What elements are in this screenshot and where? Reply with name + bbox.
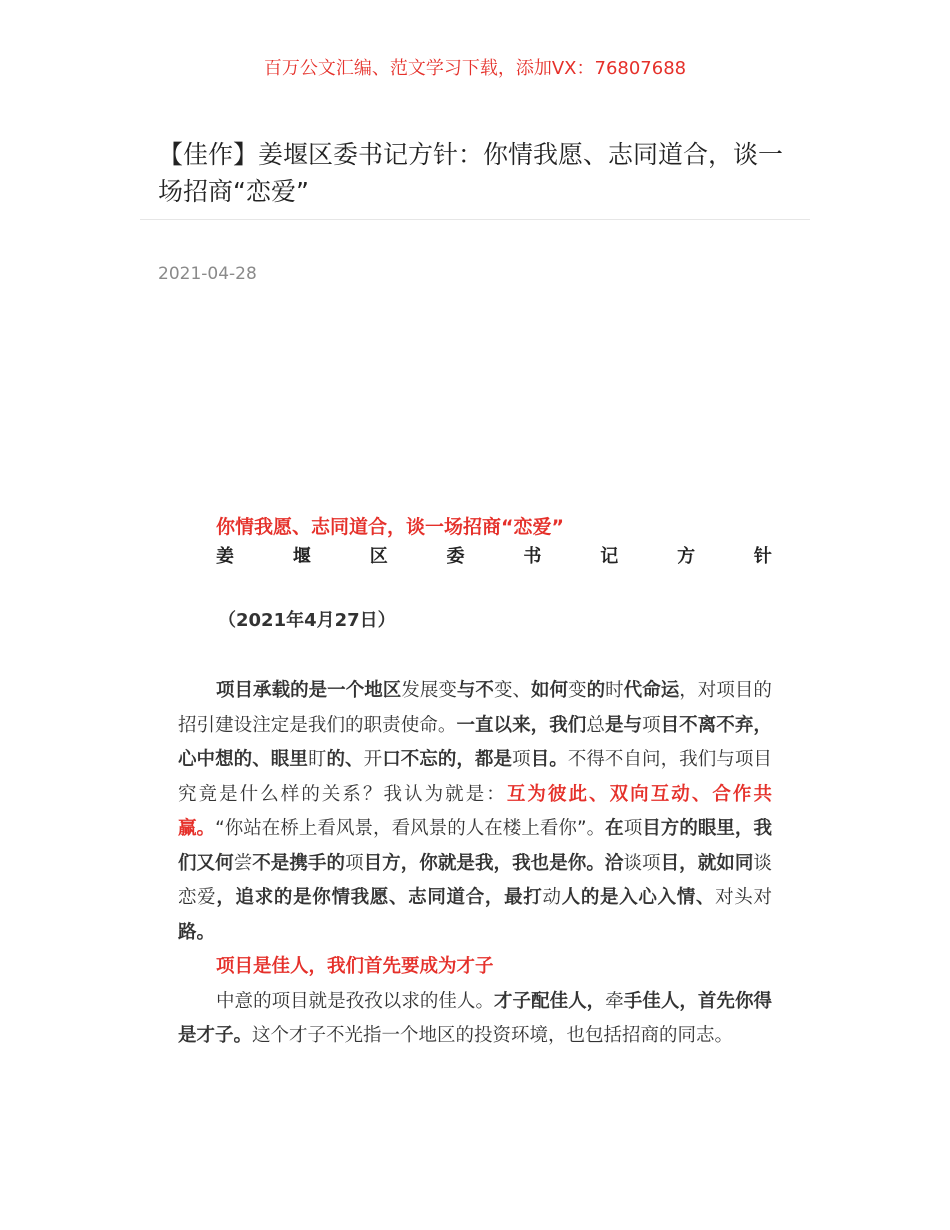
text-run: 谈恋爱 [178, 852, 772, 908]
text-run: 目。 [530, 749, 568, 770]
byline-char: 记 [600, 546, 619, 567]
text-run: 时 [605, 680, 624, 701]
text-run: 中意的项目就是孜孜以求的佳人。 [216, 990, 494, 1012]
text-run: 谈项 [623, 852, 661, 874]
text-run: 不是携手的 [252, 852, 346, 874]
page-title: 【佳作】姜堰区委书记方针：你情我愿、志同道合，谈一场招商“恋爱” [158, 140, 784, 206]
text-run: 的 [586, 680, 606, 701]
article-byline [178, 542, 772, 572]
text-run: 变、 [493, 680, 532, 701]
text-run: 牵 [605, 990, 624, 1012]
text-run: 目不离不弃，心中想的、眼里 [178, 714, 772, 770]
text-run: 口不忘的，都是 [382, 749, 513, 770]
publish-date: 2021-04-28 [158, 264, 257, 284]
text-run: 动 [542, 887, 562, 908]
text-run: 项 [642, 714, 661, 736]
text-run: 对头对 [715, 887, 772, 908]
text-run: 项 [345, 852, 364, 874]
paragraph-2 [178, 985, 772, 1054]
text-run: 项 [512, 749, 531, 770]
byline-char: 堰 [292, 546, 311, 567]
title-divider [140, 219, 810, 220]
text-run: 盯 [307, 749, 327, 770]
byline-char: 针 [753, 546, 772, 567]
text-run: 发展变 [401, 680, 457, 701]
speech-date: （2021年4月27日） [218, 610, 396, 631]
text-run: “你站在桥上看风景，看风景的人在楼上看你”。 [215, 818, 606, 839]
text-run: 人的是入心入情、 [561, 887, 716, 908]
text-run: 是与 [604, 714, 643, 736]
text-run: 不得不自问，我们与项目究竟是什么样的关系？我认为就是： [178, 749, 772, 805]
text-run: 项 [623, 818, 643, 839]
text-run: 目方的眼里，我们又何 [178, 818, 772, 874]
text-run: 与不 [456, 680, 494, 701]
text-run: 代命运 [623, 680, 680, 701]
byline-char: 方 [677, 546, 696, 567]
text-run: 尝 [233, 852, 253, 874]
text-run: 变 [568, 680, 587, 701]
text-run: 一直以来，我们 [456, 714, 587, 736]
text-run: 手佳人，首先你得是才子。 [178, 990, 772, 1046]
section-subheading: 项目是佳人，我们首先要成为才子 [216, 956, 494, 977]
text-run: 在 [605, 818, 624, 839]
text-run: 目方，你就是我，我也是你。洽 [363, 852, 624, 874]
text-run: ，对项目的招引建设注定是我们的职责使命。 [178, 680, 772, 736]
byline-char: 书 [523, 546, 542, 567]
text-run: 互为彼此、双向互动、合作共赢。 [178, 783, 772, 839]
text-run: 项目承载的是一个地区 [216, 680, 402, 701]
text-run: 开 [363, 749, 383, 770]
text-run: ，追求的是你情我愿、志同道合，最打 [216, 887, 543, 908]
byline-char: 区 [369, 546, 388, 567]
text-run: 目，就如同 [660, 852, 754, 874]
paragraph-1 [178, 674, 772, 950]
text-run: 这个才子不光指一个地区的投资环境，也包括招商的同志。 [252, 1025, 734, 1046]
text-run: 路。 [178, 921, 216, 943]
article-body [178, 512, 772, 1054]
text-run: 才子配佳人， [494, 990, 606, 1012]
byline-char: 委 [446, 546, 465, 567]
text-run: 如何 [531, 680, 569, 701]
byline-char: 姜 [216, 546, 234, 567]
text-run: 的、 [326, 749, 364, 770]
text-run: 总 [586, 714, 605, 736]
article-headline: 你情我愿、志同道合，谈一场招商“恋爱” [216, 516, 564, 538]
promo-banner: 百万公文汇编、范文学习下载，添加VX：76807688 [263, 58, 687, 79]
